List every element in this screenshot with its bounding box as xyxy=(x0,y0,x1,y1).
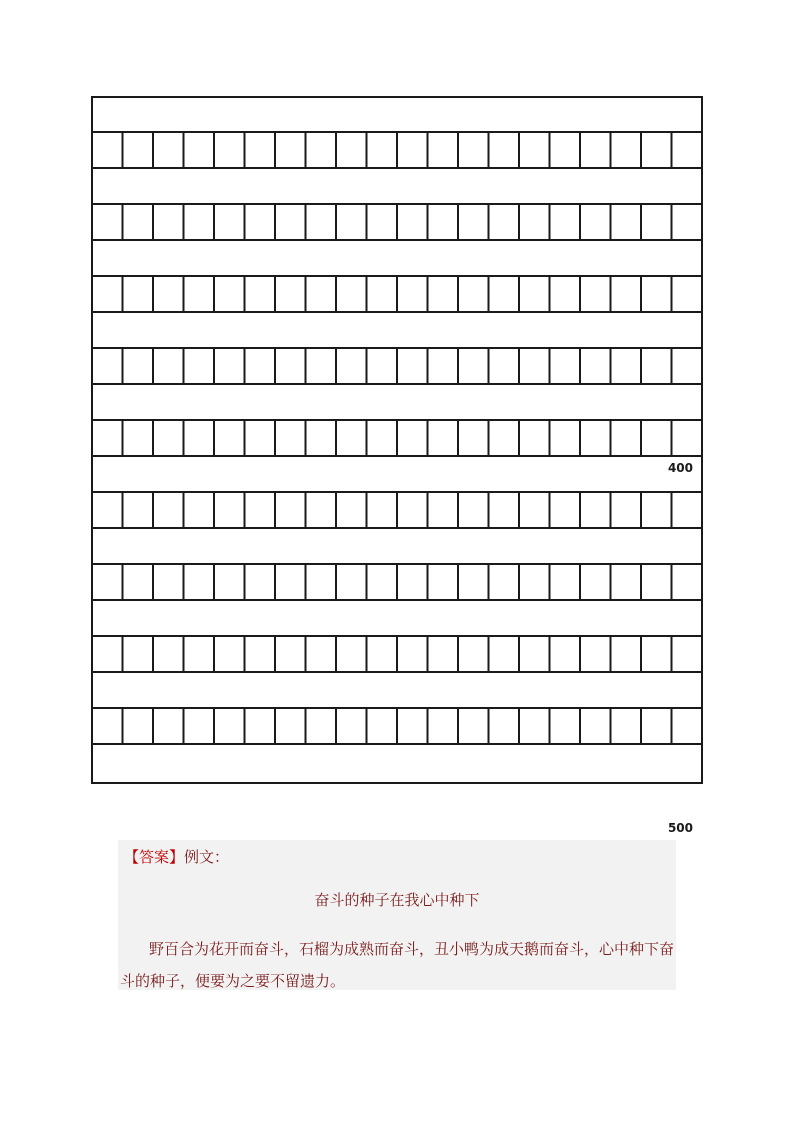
answer-label: 【答案】 xyxy=(124,848,185,866)
example-label: 例文： xyxy=(184,848,230,866)
essay-paragraph: 野百合为花开而奋斗，石榴为成熟而奋斗，丑小鸭为成天鹅而奋斗，心中种下奋斗的种子，便要为之要不留遗力。 xyxy=(120,940,675,990)
word-count-marker: 400 xyxy=(667,461,693,475)
essay-title: 奋斗的种子在我心中种下 xyxy=(314,891,480,909)
answer-box xyxy=(118,840,676,990)
word-count-marker: 500 xyxy=(667,821,693,835)
answer-heading xyxy=(124,846,229,868)
